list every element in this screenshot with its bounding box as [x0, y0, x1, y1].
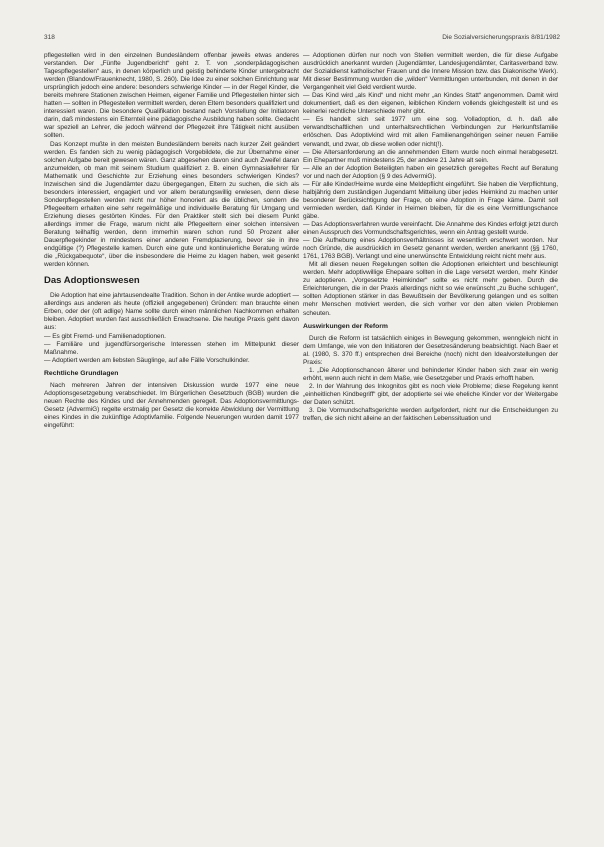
reform-paragraph: Durch die Reform ist tatsächlich einiges in Bewegung gekommen, wenngleich nicht in dem Umfange, wie von den Initiatoren der Gesetzesänderung beabsichtigt. Nach Baer et al. (1980, S. 370 ff.) entsprechen drei Bereiche (noch) nicht den Idealvorstellungen der Praxis: [303, 334, 558, 366]
list-item: — Adoptiert werden am liebsten Säuglinge, auf alle Fälle Vorschulkinder. [44, 356, 250, 364]
intro-paragraph: pflegestellen wird in den einzelnen Bundesländern offenbar jeweils etwas anderes verstanden. Der „Fünfte Jugendbericht“ geht z. T. von „sonderpädagogischen Tagespflegestellen“ aus, in denen körperlich und geistig behinderte Kinder untergebracht werden (Blandow/Frauenknecht, 1980, S. 260). Die Idee zu einer solchen Einrichtung war ursprünglich jedoch eine andere: besonders schwierige Kinder — in der Regel Kinder, die bereits mehrere Stationen zwischen Heimen, eigener Familie und Pflegestellen hinter sich hatten — sollten in Pflegestellen vermittelt werden, deren Eltern besonders qualifiziert und interessiert waren. Die besondere Qualifikation bestand nach Vorstellung der Initiatoren darin, daß mindestens ein Elternteil eine pädagogische Ausbildung haben sollte. Gedacht war speziell an Lehrer, die jedoch während der Pflegezeit ihre Tätigkeit nicht ausüben sollten. [44, 52, 299, 140]
bullet-item: — Es handelt sich seit 1977 um eine sog. Volladoption, d. h. daß alle verwandtschaftlichen und unterhaltsrechtlichen Verbindungen zur Herkunftsfamilie erlöschen. Das Adoptivkind wird mit allen Familienangehörigen seiner neuen Familie verwandt, und zwar, ob diese wollen oder nicht(!). [303, 116, 558, 148]
bullet-item: — Das Adoptionsverfahren wurde vereinfacht. Die Annahme des Kindes erfolgt jetzt durch einen Ausspruch des Vormundschaftsgerichtes, wenn ein Antrag gestellt wurde. [303, 220, 558, 237]
bullet-item: — Für alle Kinder/Heime wurde eine Meldepflicht eingeführt. Sie haben die Verpflichtung, halbjährig dem zuständigen Jugendamt Mitteilung über jedes Heimkind zu machen unter besonderer Berücksichtigung der Frage, ob eine Adoption in Frage käme. Damit soll vermieden werden, daß Kinder in Heimen bleiben, für die es eine Vermittlungschance gäbe. [303, 180, 558, 220]
adoption-paragraph: Die Adoption hat eine jahrtausendealte Tradition. Schon in der Antike wurde adoptiert — allerdings aus anderen als heute (offiziell angegebenen) Gründen: man brauchte einen Erben, oder der (oft adlige) Name sollte durch einen männlichen Nachkommen erhalten bleiben. Adoptiert wurden fast ausschließlich Erwachsene. Die heutige Praxis geht davon aus: [44, 292, 299, 332]
bullet-item: — Das Kind wird „als Kind“ und nicht mehr „an Kindes Statt“ angenommen. Damit wird dokumentiert, daß es den eigenen, leiblichen Kindern vollends gleichgestellt ist und es keinerlei rechtliche Unterschiede mehr gibt. [303, 92, 558, 116]
list-item: — Familiäre und jugendfürsorgerische Interessen stehen im Mittelpunkt dieser Maßnahme. [44, 340, 299, 356]
bullet-item: — Die Aufhebung eines Adoptionsverhältnisses ist wesentlich erschwert worden. Nur noch Gründe, die ausdrücklich im Gesetz genannt werden, werden anerkannt (§§ 1760, 1761, 1763 BGB). Verlangt und eine unerwünschte Entwicklung reicht nicht mehr aus. [303, 237, 558, 261]
journal-title: Die Sozialversicherungspraxis 8/81/1982 [442, 34, 560, 41]
numbered-item: 1. „Die Adoptionschancen älterer und behinderter Kinder haben sich zwar ein wenig erhöht, wenn auch nicht in dem Maße, wie Gesetzgeber und Praxis erhofft haben. [303, 366, 558, 382]
bullet-item: — Adoptionen dürfen nur noch von Stellen vermittelt werden, die für diese Aufgabe ausdrücklich anerkannt wurden (Jugendämter, Landesjugendämter, Caritasverband bzw. der Sozialdienst katholischer Frauen und die Innere Mission bzw. das Diakonische Werk). Mit dieser Bestimmung wurden die „wilden“ Vermittlungen unterbunden, mit denen in der Vergangenheit viel Geld verdient wurde. [303, 52, 558, 92]
body-paragraph: Das Konzept mußte in den meisten Bundesländern bereits nach kurzer Zeit geändert werden. Es fanden sich zu wenig pädagogisch Vorgebildete, die zur Übernahme einer solchen Aufgabe bereit gewesen wären. Ganz abgesehen davon sind auch Zweifel daran anzumelden, ob man mit seinem Studium qualifiziert z. B. einen Gymnasiallehrer für Mathematik und Geschichte zur Erziehung eines besonders schwierigen Kindes? Inzwischen sind die Jugendämter dazu übergegangen, Eltern zu suchen, die sich als besonders interessiert, engagiert und vor allem beratungswillig erwiesen, denn diese Sonderpflegestellen werden nicht nur höher honoriert als die üblichen, sondern die Pflegeeltern erhalten eine sehr regelmäßige und individuelle Beratung für Umgang und Erziehung dieses gestörten Kindes. Für den Praktiker stellt sich bei diesem Punkt allerdings immer die Frage, warum nicht alle Pflegeeltern einer solchen intensiven Beratung teilhaftig werden, denn immerhin waren schon rund 50 Prozent aller Dauerpflegekinder in mindestens einer anderen Fremdplazierung, bevor sie in ihre endgültige (?) Pflegestelle kamen. Durch eine gute und kontinuierliche Beratung würde die „Rückgabequote“, über die insbesondere die Heime zu klagen haben, weit gesenkt werden können. [44, 140, 299, 269]
numbered-item: 3. Die Vormundschaftsgerichte werden aufgefordert, nicht nur die Entscheidungen zu treffen, die sich nicht alleine an der faktischen Lebenssituation und [303, 406, 558, 423]
bullet-item: — Alle an der Adoption Beteiligten haben ein gesetzlich geregeltes Recht auf Beratung vor und nach der Adoption (§ 9 des AdvermiG). [303, 164, 558, 180]
body-paragraph: Mit all diesen neuen Regelungen sollten die Adoptionen erleichtert und beschleunigt werden. Mehr adoptivwillige Ehepaare sollten in die Lage versetzt werden, mehr Kinder zu adoptieren. „Vorgesetzte Heimkinder“ sollte es nicht mehr geben. Durch die Erleichterungen, die in der Praxis allerdings nicht so wie erwünscht „zu Buche schlugen“, sollten Adoptionen stärker in das Bewußtsein der Bevölkerung gelangen und es sollten mehr Menschen motiviert werden, die sich vorher vor den alten vielen Problemen scheuten. [303, 261, 558, 317]
list-item: — Es gibt Fremd- und Familienadoptionen. [44, 332, 166, 340]
left-column [44, 52, 299, 430]
bullet-item: — Die Altersanforderung an die annehmenden Eltern wurde noch einmal herabgesetzt. Ein Ehepartner muß mindestens 25, der andere 21 Jahre alt sein. [303, 148, 558, 164]
legal-paragraph: Nach mehreren Jahren der intensiven Diskussion wurde 1977 eine neue Adoptionsgesetzgebung verabschiedet. Im Bürgerlichen Gesetzbuch (BGB) wurden die neuen Rechte des Kindes und der Annehmenden geregelt. Das Adoptionsvermittlungs-Gesetz (AdvermiG) regelte erstmalig per Gesetz die korrekte Abwicklung der Vermittlung eines Kindes in die zukünftige Adoptivfamilie. Folgende Neuerungen wurden damit 1977 eingeführt: [44, 381, 299, 429]
section-heading-adoption: Das Adoptionswesen [44, 275, 140, 287]
numbered-item: 2. In der Wahrung des Inkognitos gibt es noch viele Probleme; diese Regelung kennt „einheitlichen Kindbegriff“ gibt, der adoptierte sei wie eheliche Kinder vor der Weitergabe der Daten schützt. [303, 382, 558, 406]
subsection-heading-reform: Auswirkungen der Reform [303, 322, 388, 330]
right-column [303, 52, 558, 423]
page-number: 318 [44, 34, 55, 41]
page-header [44, 34, 560, 44]
subsection-heading-legal: Rechtliche Grundlagen [44, 369, 119, 377]
